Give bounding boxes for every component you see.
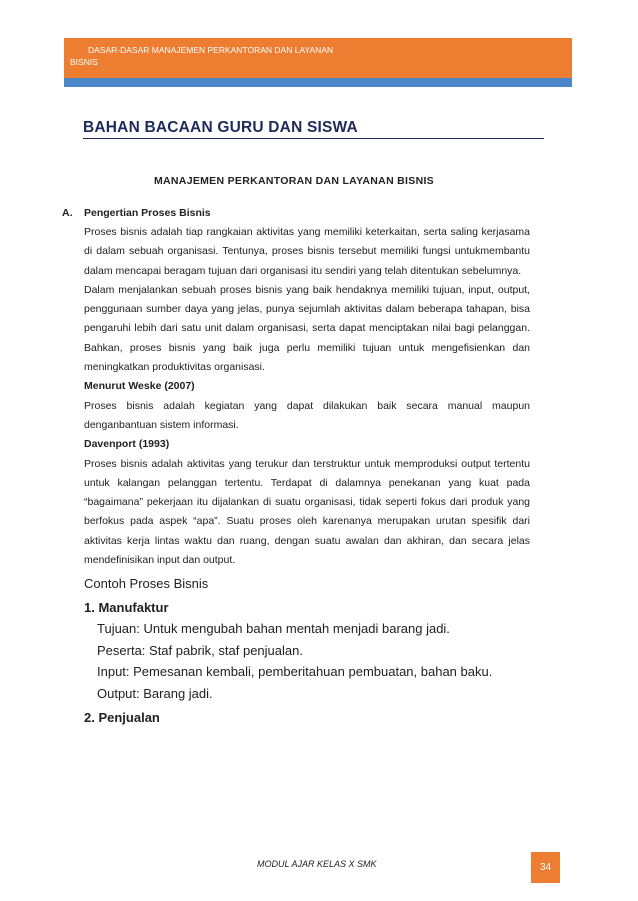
section-number: A. [62,207,73,219]
header-title-line2: BISNIS [70,57,98,67]
davenport-paragraph: Proses bisnis adalah aktivitas yang terukur dan terstruktur untuk memproduksi output tertentu untuk kalangan pelanggan tertentu. Terdapat di dalamnya penekanan yang kuat pada “bagaimana” pekerjaan itu dijalankan di suatu organisasi, tidak seperti fokus dari produk yang berfokus pada aspek “apa”. Suatu proses oleh karenanya merupakan urutan spesifik dari aktivitas kerja lintas waktu dan ruang, dengan suatu awalan dan akhiran, dan secara jelas mendefinisikan input dan output. [84,457,530,567]
section-title: Pengertian Proses Bisnis [84,207,211,219]
example-manufaktur-peserta: Peserta: Staf pabrik, staf penjualan. [97,642,303,658]
body-text [84,223,530,728]
header-title-line1: DASAR-DASAR MANAJEMEN PERKANTORAN DAN LAYANAN [88,45,334,55]
paragraph-definition: Proses bisnis adalah tiap rangkaian aktivitas yang memiliki keterkaitan, serta saling kerjasama di dalam sebuah organisasi. Tentunya, proses bisnis tersebut memiliki fungsi untukmembantu dalam mencapai beragam tujuan dari organisasi itu sendiri yang telah ditentukan sebelumnya. [84,226,530,277]
davenport-heading: Davenport (1993) [84,438,170,451]
page-title: BAHAN BACAAN GURU DAN SISWA [83,119,544,139]
example-manufaktur-title: 1. Manufaktur [84,600,169,616]
header-accent-bar [64,78,572,87]
weske-paragraph: Proses bisnis adalah kegiatan yang dapat dilakukan baik secara manual maupun denganbantuan sistem informasi. [84,399,530,431]
page-subtitle: MANAJEMEN PERKANTORAN DAN LAYANAN BISNIS [154,175,434,187]
examples-heading: Contoh Proses Bisnis [84,576,209,592]
example-manufaktur-input: Input: Pemesanan kembali, pemberitahuan pembuatan, bahan baku. [97,664,493,680]
weske-heading: Menurut Weske (2007) [84,380,195,393]
example-manufaktur-tujuan: Tujuan: Untuk mengubah bahan mentah menjadi barang jadi. [97,621,450,637]
footer-module-label: MODUL AJAR KELAS X SMK [257,859,377,869]
page-number: 34 [531,852,560,883]
example-manufaktur-output: Output: Barang jadi. [97,685,213,701]
paragraph-good-process: Dalam menjalankan sebuah proses bisnis yang baik hendaknya memiliki tujuan, input, output, penggunaan sumber daya yang jelas, punya sejumlah aktivitas dalam beberapa tahapan, bisa pengaruhi lebih dari satu unit dalam organisasi, serta dapat menciptakan nilai bagi pelanggan. Bahkan, proses bisnis yang baik juga perlu memiliki tujuan untuk mengefisienkan dan meningkatkan produktivitas organisasi. [84,283,530,374]
example-penjualan-title: 2. Penjualan [84,710,160,726]
